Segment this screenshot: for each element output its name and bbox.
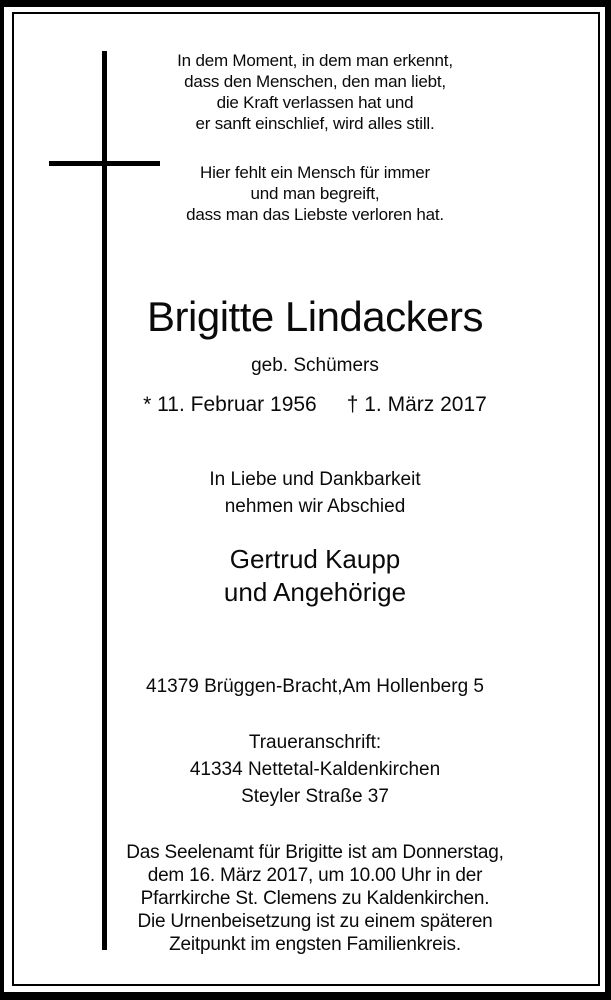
farewell-line: In Liebe und Dankbarkeit	[209, 469, 421, 490]
service-notice-line: Die Urnenbeisetzung ist zu einem späteren	[137, 911, 493, 932]
verse-line: dass man das Liebste verloren hat.	[186, 205, 444, 224]
farewell-line: nehmen wir Abschied	[224, 496, 406, 517]
condolence-address-line: 41334 Nettetal-Kaldenkirchen	[189, 759, 441, 780]
service-notice-line: Zeitpunkt im engsten Familienkreis.	[169, 934, 461, 955]
opening-verse-stanza-1	[32, 50, 598, 134]
verse-line: dass den Menschen, den man liebt,	[184, 72, 446, 91]
birth-date: * 11. Februar 1956	[143, 393, 317, 416]
verse-line: er sanft einschlief, wird alles still.	[195, 114, 435, 133]
opening-verse-stanza-2	[32, 162, 598, 225]
verse-line: die Kraft verlassen hat und	[216, 93, 414, 112]
farewell-text	[32, 466, 598, 520]
mourners	[32, 543, 598, 609]
service-notice	[32, 841, 598, 956]
service-notice-line: dem 16. März 2017, um 10.00 Uhr in der	[147, 865, 483, 886]
service-notice-line: Pfarrkirche St. Clemens zu Kaldenkirchen.	[140, 888, 490, 909]
verse-line: In dem Moment, in dem man erkennt,	[177, 51, 453, 70]
verse-line: und man begreift,	[250, 184, 380, 203]
condolence-address	[32, 729, 598, 810]
verse-line: Hier fehlt ein Mensch für immer	[200, 163, 430, 182]
service-notice-line: Das Seelenamt für Brigitte ist am Donnerstag,	[126, 842, 504, 863]
condolence-address-line: Steyler Straße 37	[241, 786, 389, 807]
mourner-name: Gertrud Kaupp	[229, 544, 401, 574]
home-address: 41379 Brüggen-Bracht,Am Hollenberg 5	[146, 676, 484, 697]
outer-frame-mat	[4, 7, 605, 992]
mourner-relation: und Angehörige	[223, 577, 407, 607]
maiden-name: geb. Schümers	[251, 355, 379, 376]
condolence-address-label: Traueranschrift:	[248, 732, 382, 753]
death-date: † 1. März 2017	[346, 393, 487, 416]
notice-card	[12, 12, 600, 986]
deceased-name: Brigitte Lindackers	[147, 293, 483, 340]
life-dates	[32, 393, 598, 417]
